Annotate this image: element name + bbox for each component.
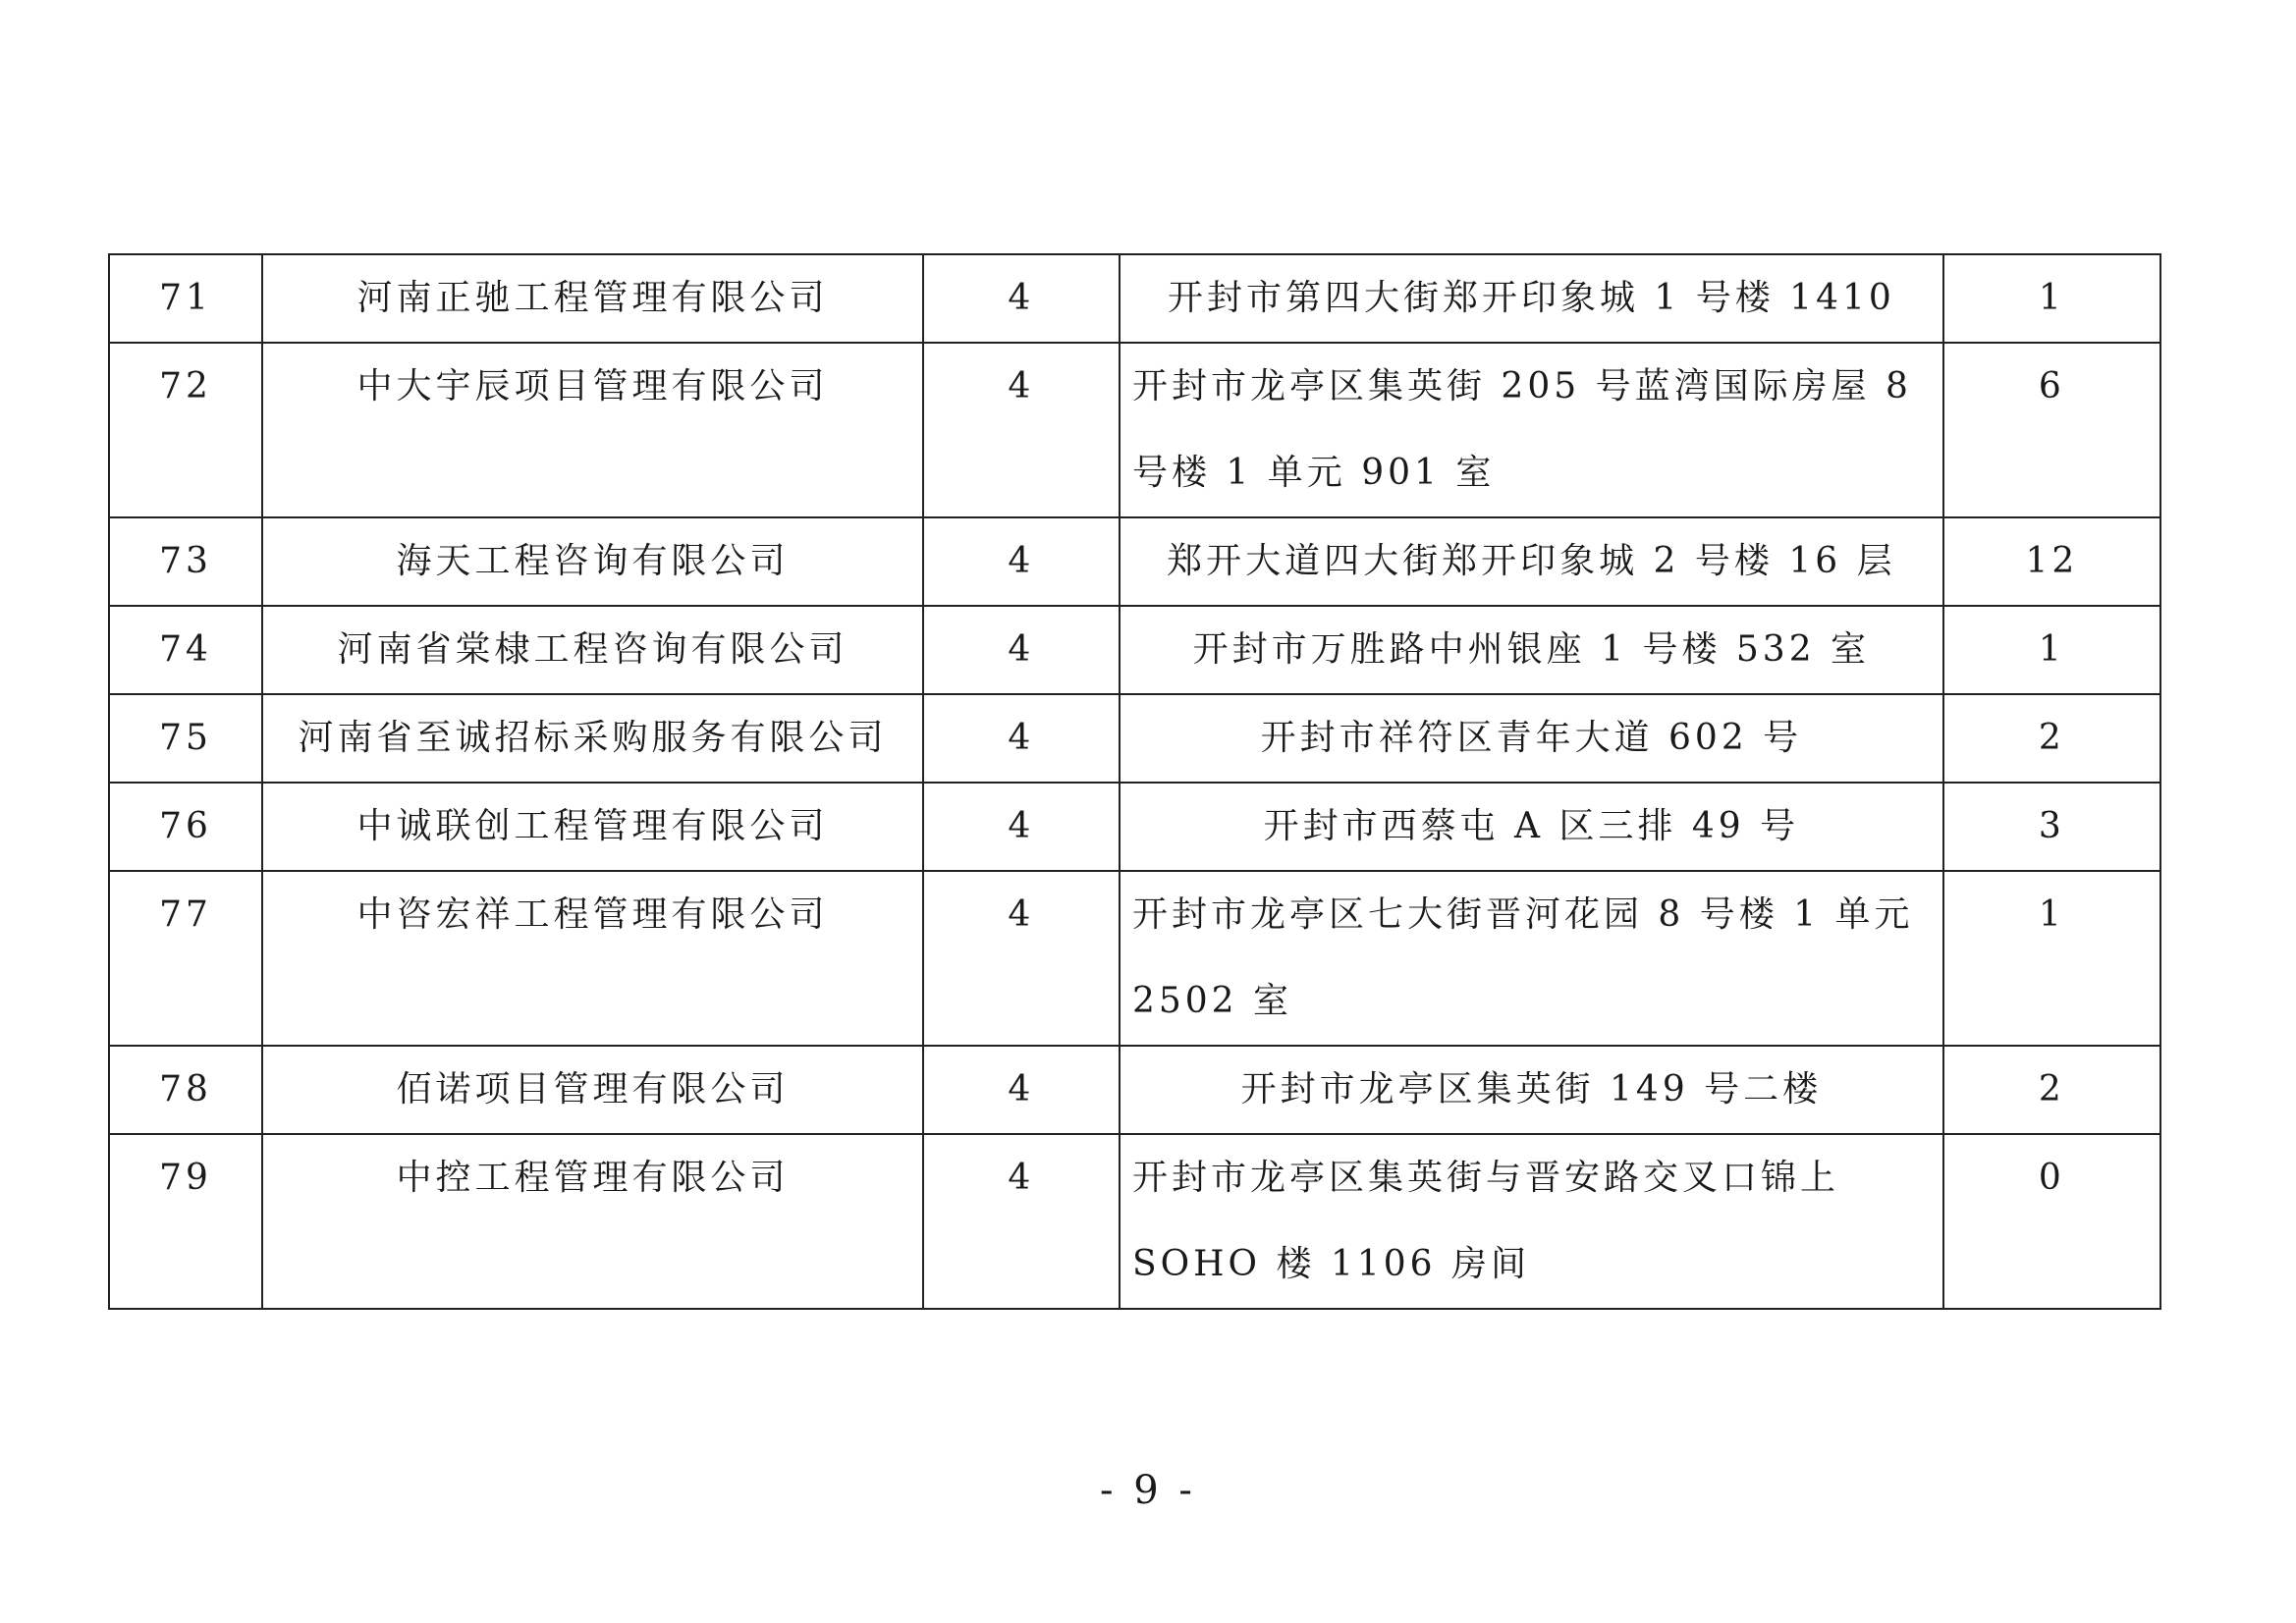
table-row [109,1046,2160,1134]
table-row [109,343,2160,517]
count-cell: 6 [1943,343,2160,517]
address-cell: 开封市西蔡屯 A 区三排 49 号 [1120,783,1943,871]
grade-cell: 4 [923,606,1120,694]
row-number-cell: 77 [109,871,262,1046]
count-cell: 1 [1943,871,2160,1046]
row-number-cell: 76 [109,783,262,871]
row-number-cell: 72 [109,343,262,517]
table-row [109,254,2160,343]
row-number-cell: 74 [109,606,262,694]
count-cell: 1 [1943,254,2160,343]
company-name-cell: 海天工程咨询有限公司 [262,517,923,606]
row-number-cell: 79 [109,1134,262,1309]
address-cell: 开封市龙亭区七大街晋河花园 8 号楼 1 单元 2502 室 [1120,871,1943,1046]
address-cell: 开封市龙亭区集英街 149 号二楼 [1120,1046,1943,1134]
grade-cell: 4 [923,343,1120,517]
company-name-cell: 佰诺项目管理有限公司 [262,1046,923,1134]
grade-cell: 4 [923,694,1120,783]
company-name-cell: 中大宇辰项目管理有限公司 [262,343,923,517]
grade-cell: 4 [923,517,1120,606]
count-cell: 3 [1943,783,2160,871]
address-cell: 开封市第四大街郑开印象城 1 号楼 1410 [1120,254,1943,343]
row-number-cell: 78 [109,1046,262,1134]
table-row [109,871,2160,1046]
count-cell: 0 [1943,1134,2160,1309]
company-name-cell: 中咨宏祥工程管理有限公司 [262,871,923,1046]
table-row [109,606,2160,694]
grade-cell: 4 [923,254,1120,343]
grade-cell: 4 [923,783,1120,871]
table-body [109,254,2160,1309]
count-cell: 2 [1943,1046,2160,1134]
count-cell: 2 [1943,694,2160,783]
table-row [109,783,2160,871]
grade-cell: 4 [923,1046,1120,1134]
grade-cell: 4 [923,871,1120,1046]
company-name-cell: 河南省棠棣工程咨询有限公司 [262,606,923,694]
table-row [109,517,2160,606]
company-table [108,253,2161,1310]
company-name-cell: 河南正驰工程管理有限公司 [262,254,923,343]
address-cell: 郑开大道四大街郑开印象城 2 号楼 16 层 [1120,517,1943,606]
address-cell: 开封市龙亭区集英街与晋安路交叉口锦上 SOHO 楼 1106 房间 [1120,1134,1943,1309]
grade-cell: 4 [923,1134,1120,1309]
address-cell: 开封市祥符区青年大道 602 号 [1120,694,1943,783]
table-row [109,1134,2160,1309]
address-cell: 开封市龙亭区集英街 205 号蓝湾国际房屋 8 号楼 1 单元 901 室 [1120,343,1943,517]
count-cell: 12 [1943,517,2160,606]
page-number: - 9 - [1100,1468,1196,1513]
row-number-cell: 71 [109,254,262,343]
address-cell: 开封市万胜路中州银座 1 号楼 532 室 [1120,606,1943,694]
row-number-cell: 73 [109,517,262,606]
table-row [109,694,2160,783]
count-cell: 1 [1943,606,2160,694]
company-name-cell: 中诚联创工程管理有限公司 [262,783,923,871]
company-name-cell: 河南省至诚招标采购服务有限公司 [262,694,923,783]
row-number-cell: 75 [109,694,262,783]
company-name-cell: 中控工程管理有限公司 [262,1134,923,1309]
